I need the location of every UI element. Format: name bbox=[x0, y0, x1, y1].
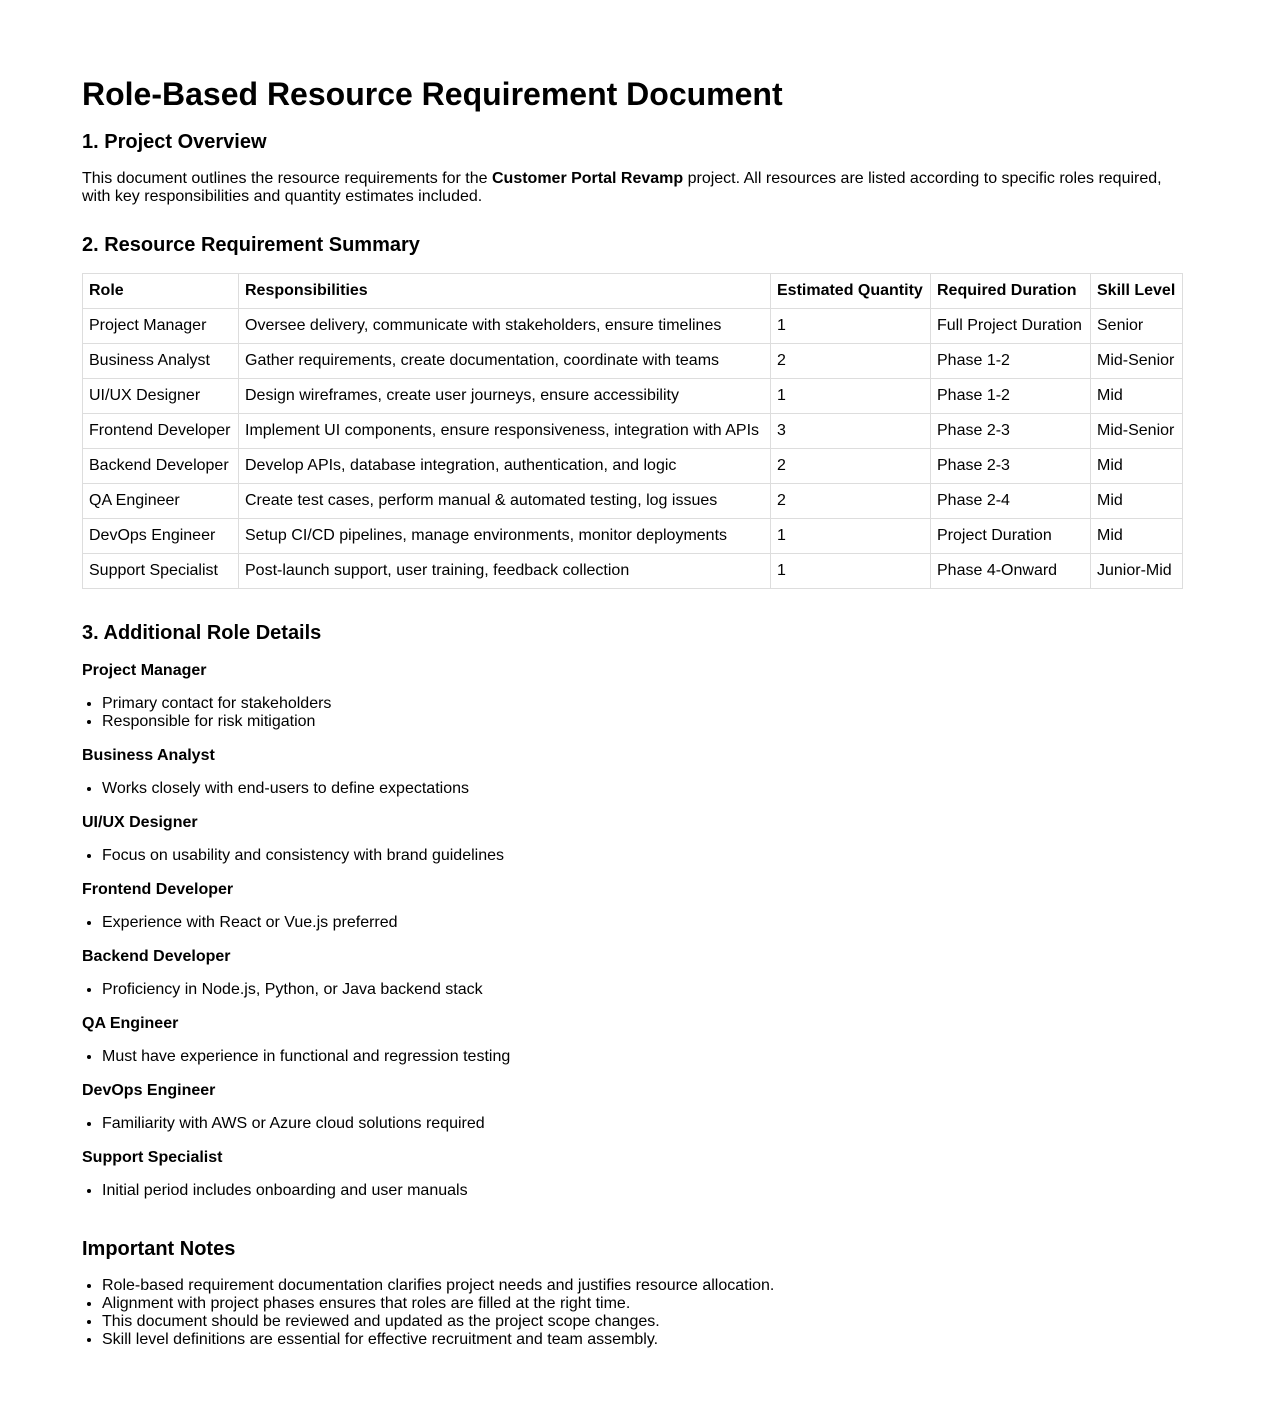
table-row bbox=[83, 379, 1183, 414]
list-item: • Proficiency in Node.js, Python, or Java backend stack bbox=[102, 981, 1181, 999]
list-item: • Initial period includes onboarding and user manuals bbox=[102, 1182, 1181, 1200]
cell-role: Project Manager bbox=[83, 309, 239, 344]
role-title-ui-ux-designer: UI/UX Designer bbox=[82, 814, 198, 831]
section-heading-summary: 2. Resource Requirement Summary bbox=[82, 234, 420, 256]
role-title-qa-engineer: QA Engineer bbox=[82, 1015, 179, 1032]
role-points-support-specialist bbox=[82, 1182, 1181, 1200]
overview-text-before: This document outlines the resource requirements for the bbox=[82, 170, 492, 187]
cell-quantity: 1 bbox=[771, 379, 931, 414]
list-item: • Experience with React or Vue.js preferred bbox=[102, 914, 1181, 932]
cell-duration: Project Duration bbox=[931, 519, 1091, 554]
list-item: • Familiarity with AWS or Azure cloud solutions required bbox=[102, 1115, 1181, 1133]
column-header-role: Role bbox=[83, 274, 239, 309]
cell-quantity: 2 bbox=[771, 344, 931, 379]
list-item: • Works closely with end-users to define expectations bbox=[102, 780, 1181, 798]
cell-skill-level: Mid bbox=[1091, 379, 1183, 414]
cell-duration: Phase 2-4 bbox=[931, 484, 1091, 519]
role-title-frontend-developer: Frontend Developer bbox=[82, 881, 234, 898]
cell-duration: Full Project Duration bbox=[931, 309, 1091, 344]
table-row bbox=[83, 484, 1183, 519]
column-header-responsibilities: Responsibilities bbox=[239, 274, 771, 309]
section-heading-overview: 1. Project Overview bbox=[82, 131, 267, 153]
important-notes-list bbox=[82, 1277, 1181, 1349]
column-header-skill-level: Skill Level bbox=[1091, 274, 1183, 309]
list-item: • Responsible for risk mitigation bbox=[102, 713, 1181, 731]
cell-skill-level: Mid-Senior bbox=[1091, 414, 1183, 449]
table-header-row bbox=[83, 274, 1183, 309]
cell-duration: Phase 1-2 bbox=[931, 344, 1091, 379]
cell-role: Business Analyst bbox=[83, 344, 239, 379]
cell-responsibilities: Implement UI components, ensure responsiveness, integration with APIs bbox=[239, 414, 771, 449]
cell-role: Frontend Developer bbox=[83, 414, 239, 449]
cell-quantity: 2 bbox=[771, 449, 931, 484]
role-title-project-manager: Project Manager bbox=[82, 662, 207, 679]
role-points-qa-engineer bbox=[82, 1048, 1181, 1066]
table-row bbox=[83, 554, 1183, 589]
list-item: • This document should be reviewed and updated as the project scope changes. bbox=[102, 1313, 1181, 1331]
cell-responsibilities: Post-launch support, user training, feedback collection bbox=[239, 554, 771, 589]
document-title: Role-Based Resource Requirement Document bbox=[82, 76, 783, 112]
cell-skill-level: Mid bbox=[1091, 519, 1183, 554]
cell-skill-level: Mid bbox=[1091, 449, 1183, 484]
cell-duration: Phase 4-Onward bbox=[931, 554, 1091, 589]
section-heading-role-details: 3. Additional Role Details bbox=[82, 622, 322, 644]
overview-paragraph bbox=[82, 170, 1182, 206]
cell-role: Support Specialist bbox=[83, 554, 239, 589]
cell-role: Backend Developer bbox=[83, 449, 239, 484]
role-points-business-analyst bbox=[82, 780, 1181, 798]
cell-role: DevOps Engineer bbox=[83, 519, 239, 554]
list-item: • Alignment with project phases ensures that roles are filled at the right time. bbox=[102, 1295, 1181, 1313]
cell-role: QA Engineer bbox=[83, 484, 239, 519]
role-title-backend-developer: Backend Developer bbox=[82, 948, 231, 965]
cell-responsibilities: Oversee delivery, communicate with stakeholders, ensure timelines bbox=[239, 309, 771, 344]
list-item: • Primary contact for stakeholders bbox=[102, 695, 1181, 713]
cell-skill-level: Senior bbox=[1091, 309, 1183, 344]
cell-quantity: 1 bbox=[771, 309, 931, 344]
cell-duration: Phase 1-2 bbox=[931, 379, 1091, 414]
table-row bbox=[83, 414, 1183, 449]
resource-summary-table bbox=[82, 273, 1183, 589]
cell-duration: Phase 2-3 bbox=[931, 449, 1091, 484]
cell-responsibilities: Design wireframes, create user journeys, ensure accessibility bbox=[239, 379, 771, 414]
cell-quantity: 2 bbox=[771, 484, 931, 519]
role-title-devops-engineer: DevOps Engineer bbox=[82, 1082, 216, 1099]
column-header-estimated-quantity: Estimated Quantity bbox=[771, 274, 931, 309]
list-item: • Focus on usability and consistency with brand guidelines bbox=[102, 847, 1181, 865]
list-item: • Skill level definitions are essential for effective recruitment and team assembly. bbox=[102, 1331, 1181, 1349]
cell-duration: Phase 2-3 bbox=[931, 414, 1091, 449]
column-header-required-duration: Required Duration bbox=[931, 274, 1091, 309]
cell-responsibilities: Gather requirements, create documentation, coordinate with teams bbox=[239, 344, 771, 379]
role-points-backend-developer bbox=[82, 981, 1181, 999]
cell-responsibilities: Create test cases, perform manual & automated testing, log issues bbox=[239, 484, 771, 519]
cell-quantity: 3 bbox=[771, 414, 931, 449]
section-heading-important-notes: Important Notes bbox=[82, 1238, 236, 1260]
cell-role: UI/UX Designer bbox=[83, 379, 239, 414]
table-row bbox=[83, 309, 1183, 344]
cell-skill-level: Junior-Mid bbox=[1091, 554, 1183, 589]
overview-text-after: project. All resources are listed according to specific roles required, with key responsibilities and quantity estimates included. bbox=[82, 170, 1162, 205]
table-row bbox=[83, 519, 1183, 554]
role-points-frontend-developer bbox=[82, 914, 1181, 932]
project-name: Customer Portal Revamp bbox=[491, 170, 684, 187]
cell-skill-level: Mid-Senior bbox=[1091, 344, 1183, 379]
role-title-business-analyst: Business Analyst bbox=[82, 747, 215, 764]
role-title-support-specialist: Support Specialist bbox=[82, 1149, 223, 1166]
role-points-ui-ux-designer bbox=[82, 847, 1181, 865]
cell-responsibilities: Develop APIs, database integration, authentication, and logic bbox=[239, 449, 771, 484]
list-item: • Must have experience in functional and regression testing bbox=[102, 1048, 1181, 1066]
table-row bbox=[83, 449, 1183, 484]
cell-responsibilities: Setup CI/CD pipelines, manage environments, monitor deployments bbox=[239, 519, 771, 554]
cell-quantity: 1 bbox=[771, 554, 931, 589]
cell-quantity: 1 bbox=[771, 519, 931, 554]
role-points-project-manager bbox=[82, 695, 1181, 731]
role-points-devops-engineer bbox=[82, 1115, 1181, 1133]
cell-skill-level: Mid bbox=[1091, 484, 1183, 519]
table-row bbox=[83, 344, 1183, 379]
list-item: • Role-based requirement documentation clarifies project needs and justifies resource allocation. bbox=[102, 1277, 1181, 1295]
